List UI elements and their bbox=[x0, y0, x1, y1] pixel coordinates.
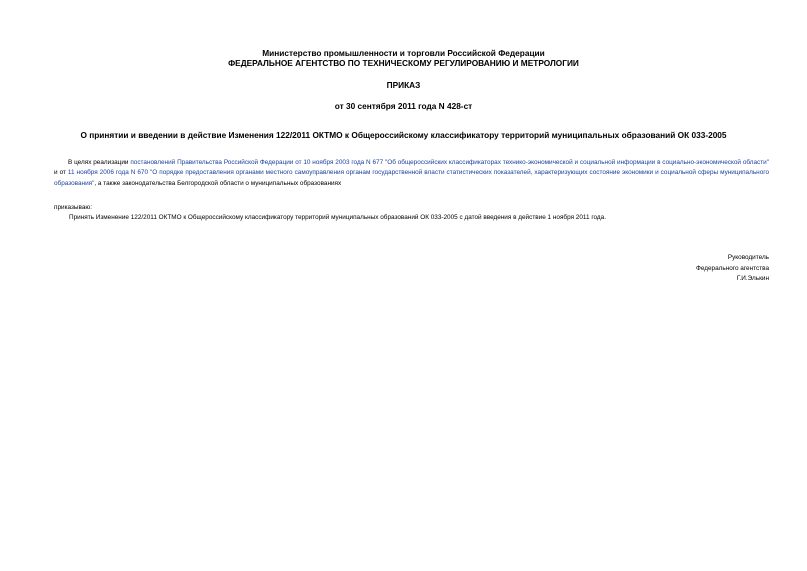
signature-name: Г.И.Элькин bbox=[736, 275, 769, 282]
ministry-name: Министерство промышленности и торговли Российской Федерации bbox=[262, 48, 545, 58]
government-decree-link-1[interactable]: постановлений Правительства Российской Федерации от 10 ноября 2003 года N 677 "Об общероссийских классификаторах технико-экономической и социальной информации в социально-экономической области" bbox=[130, 159, 769, 166]
signature-block bbox=[696, 253, 769, 285]
signature-position-line1: Руководитель bbox=[727, 254, 769, 261]
preamble-paragraph bbox=[54, 158, 769, 189]
order-date: от 30 сентября 2011 года N 428-ст bbox=[334, 101, 473, 111]
signature-position-line2: Федерального агентства bbox=[695, 264, 769, 272]
orders-label: приказываю: bbox=[54, 204, 92, 211]
order-item: Принять Изменение 122/2011 ОКТМО к Общероссийскому классификатору территорий муниципальных образований ОК 033-2005 с датой введения в действие 1 ноября 2011 года. bbox=[69, 214, 606, 221]
agency-name: ФЕДЕРАЛЬНОЕ АГЕНТСТВО ПО ТЕХНИЧЕСКОМУ РЕГУЛИРОВАНИЮ И МЕТРОЛОГИИ bbox=[228, 58, 579, 68]
preamble-mid: и от bbox=[54, 169, 68, 177]
document-title: О принятии и введении в действие Изменения 122/2011 ОКТМО к Общероссийскому классификатору территорий муниципальных образований ОК 033-2005 bbox=[80, 130, 727, 140]
preamble-intro: В целях реализации bbox=[68, 159, 131, 166]
government-decree-link-2[interactable]: 11 ноября 2006 года N 670 "О порядке предоставления органами местного самоуправления органам государственной власти статистических показателей, характеризующих состояние экономики и социальной сферы муниципального образования" bbox=[54, 169, 769, 187]
preamble-tail: , а также законодательства Белгородской области о муниципальных образованиях bbox=[94, 179, 342, 187]
order-kind: ПРИКАЗ bbox=[386, 80, 421, 90]
